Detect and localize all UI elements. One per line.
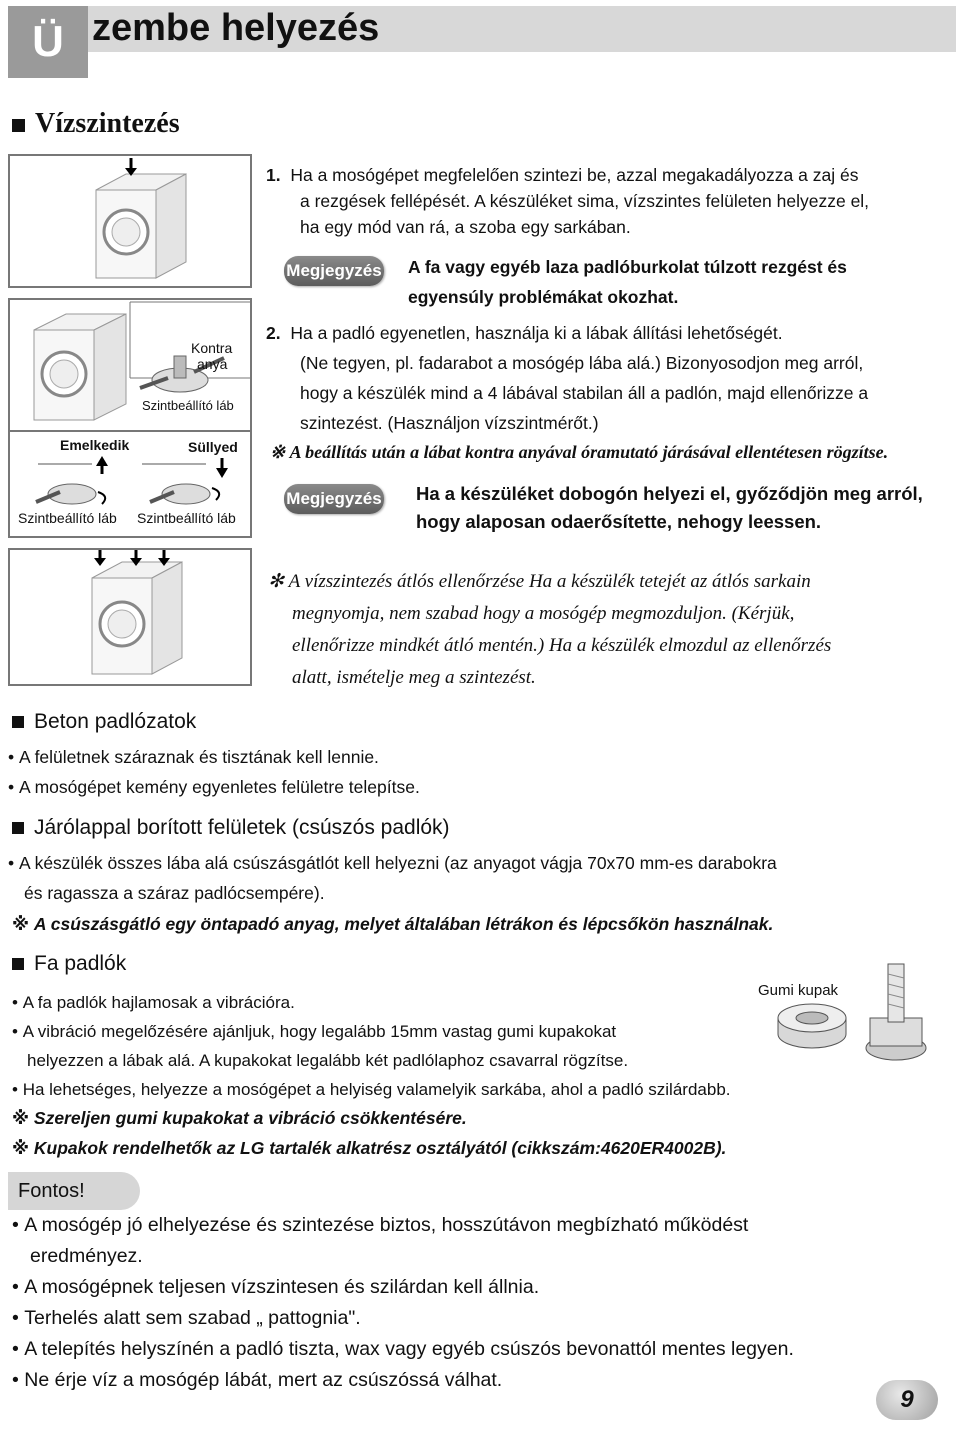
washer-illustration-top: [8, 154, 252, 288]
list-item: • A felületnek száraznak és tisztának kell lennie.: [8, 747, 379, 767]
jarolap-list: • A készülék összes lába alá csúszásgátlót kell helyezni (az anyagot vágja 70x70 mm-es darabokra és ragassza a száraz padlócsempére).: [8, 848, 948, 908]
jarolap-heading: Járólappal borított felületek (csúszós padlók): [12, 816, 450, 840]
reference-mark-icon: ※: [270, 442, 286, 462]
reference-mark-icon: ※: [12, 1108, 30, 1128]
list-item: • A mosógép jó elhelyezése és szintezése biztos, hosszútávon megbízható működést: [12, 1214, 749, 1236]
header-letter: Ü: [8, 6, 88, 78]
page-title: zembe helyezés: [92, 7, 380, 49]
fa-note-2: ※ Kupakok rendelhetők az LG tartalék alkatrész osztályától (cikkszám:4620ER4002B).: [12, 1138, 727, 1158]
note-2-text: Ha a készüléket dobogón helyezi el, győződjön meg arról, hogy alaposan odaerősítette, nehogy leessen.: [416, 483, 923, 532]
step-1: 1. Ha a mosógépet megfelelően szintezi be, azzal megakadályozza a zaj és a rezgések fellépését. A készüléket sima, vízszintes felületen helyezze el, ha egy mód van rá, a szoba egy sarkában.: [266, 165, 870, 237]
important-list: • A mosógép jó elhelyezése és szintezése biztos, hosszútávon megbízható működést eredményez. • A mosógépnek teljesen vízszintesen és szilárdan kell állnia. • Terhelés alatt sem szabad „ pattognia". • A telepítés helyszínén a padló tiszta, wax vagy egyéb csúszós bevonattól mentes legyen. • Ne érje víz a mosógép lábát, mert az csúszóssá válhat.: [12, 1210, 952, 1396]
note-badge-1: Megjegyzés: [284, 256, 384, 286]
washer-diagonal-icon: [10, 550, 250, 684]
anya-label: anya: [197, 356, 228, 372]
important-label: Fontos!: [8, 1172, 140, 1210]
note-1-text: A fa vagy egyéb laza padlóburkolat túlzott rezgést és egyensúly problémákat okozhat.: [408, 257, 847, 307]
list-item: • Ha lehetséges, helyezze a mosógépet a helyiség valamelyik sarkába, ahol a padló szilárdabb.: [12, 1080, 731, 1099]
kontra-label: Kontra: [191, 340, 233, 356]
diagonal-check-illustration: [8, 548, 252, 686]
lower-label: Süllyed: [188, 439, 238, 455]
note-badge-2: Megjegyzés: [284, 484, 384, 514]
list-item: • A fa padlók hajlamosak a vibrációra.: [12, 993, 295, 1012]
step-2-number: 2.: [266, 323, 281, 343]
list-item: • A mosógépet kemény egyenletes felületre telepítse.: [8, 777, 420, 797]
page-number: 9: [876, 1380, 938, 1420]
list-item: • A mosógépnek teljesen vízszintesen és szilárdan kell állnia.: [12, 1276, 540, 1298]
beton-list: [8, 742, 420, 802]
raise-label: Emelkedik: [60, 437, 130, 453]
adjust-note: ※ A beállítás után a lábat kontra anyával óramutató járásával ellentétesen rögzítse.: [270, 442, 889, 462]
reference-mark-icon: ※: [12, 1138, 30, 1158]
beton-heading: Beton padlózatok: [12, 710, 196, 734]
list-item: • A készülék összes lába alá csúszásgátlót kell helyezni (az anyagot vágja 70x70 mm-es darabokra: [8, 853, 777, 873]
list-item: • Ne érje víz a mosógép lábát, mert az csúszóssá válhat.: [12, 1369, 503, 1391]
list-item: • A vibráció megelőzésére ajánljuk, hogy legalább 15mm vastag gumi kupakokat: [12, 1022, 617, 1041]
fa-heading: Fa padlók: [12, 952, 126, 976]
leg-label-left: Szintbeállító láb: [18, 510, 117, 526]
diagonal-check-text: ✻ A vízszintezés átlós ellenőrzése Ha a készülék tetejét az átlós sarkain megnyomja, nem szabad hogy a mosógép megmozduljon. (Kérjük, ellenőrizze mindkét átló mentén.) Ha a készülék elmozdul az ellenőrzés alatt, ismételje meg a szintezést.: [268, 571, 832, 688]
washer-icon: [10, 156, 250, 286]
section-title: Vízszintezés: [12, 108, 180, 140]
step-2: 2. Ha a padló egyenetlen, használja ki a lábak állítási lehetőségét. (Ne tegyen, pl. fadarabot a mosógép lába alá.) Bizonyosodjon meg arról, hogy a készülék mind a 4 lábával stabilan áll a padlón, majd ellenőrizze a szintezést. (Használjon vízszintmérőt.): [266, 323, 869, 433]
jarolap-note: ※ A csúszásgátló egy öntapadó anyag, melyet általában létrákon és lépcsőkön használnak.: [12, 914, 774, 934]
square-bullet-icon: [12, 958, 24, 970]
square-bullet-icon: [12, 119, 25, 132]
asterisk-icon: ✻: [268, 571, 284, 592]
leg-label-top: Szintbeállító láb: [142, 398, 234, 413]
list-item: • A telepítés helyszínén a padló tiszta, wax vagy egyéb csúszós bevonattól mentes legyen.: [12, 1338, 794, 1360]
square-bullet-icon: [12, 716, 24, 728]
step-1-number: 1.: [266, 165, 281, 185]
reference-mark-icon: ※: [12, 914, 30, 934]
fa-note-1: ※ Szereljen gumi kupakokat a vibráció csökkentésére.: [12, 1108, 467, 1128]
rubber-cap-label: Gumi kupak: [758, 982, 839, 999]
fa-list: • A fa padlók hajlamosak a vibrációra. • A vibráció megelőzésére ajánljuk, hogy legalább 15mm vastag gumi kupakokat helyezzen a lábak alá. A kupakokat legalább két padlólaphoz csavarral rögzítse. • Ha lehetséges, helyezze a mosógépet a helyiség valamelyik sarkába, ahol a padló szilárdabb.: [12, 988, 952, 1104]
leg-label-right: Szintbeállító láb: [137, 510, 236, 526]
square-bullet-icon: [12, 822, 24, 834]
list-item: • Terhelés alatt sem szabad „ pattognia".: [12, 1307, 361, 1329]
